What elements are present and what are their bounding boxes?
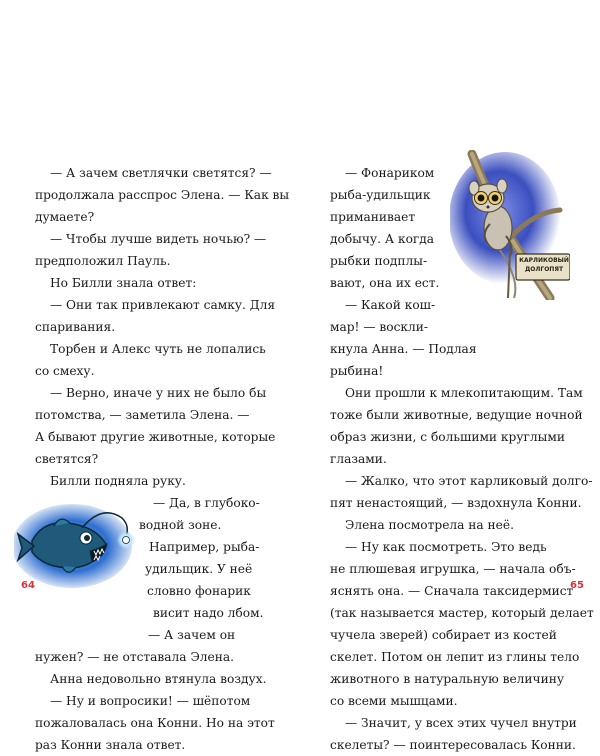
text-line: Например, рыба- xyxy=(149,540,260,554)
text-line: светятся? xyxy=(35,452,99,466)
text-line: — Жалко, что этот карликовый долго- xyxy=(345,474,593,488)
text-line: скелеты? — поинтересовалась Конни. xyxy=(330,738,576,752)
text-line: вают, она их ест. xyxy=(330,276,440,290)
text-line: чучела зверей) собирает из костей xyxy=(330,628,557,642)
text-line: — Они так привлекают самку. Для xyxy=(50,298,276,312)
text-line: спаривания. xyxy=(35,320,116,334)
text-line: тоже были животные, ведущие ночной xyxy=(330,408,583,422)
text-line: — Фонариком xyxy=(345,166,435,180)
text-line: думаете? xyxy=(35,210,95,224)
text-line: образ жизни, с большими круглыми xyxy=(330,430,565,444)
text-line: — Верно, иначе у них не было бы xyxy=(50,386,267,400)
text-line: продолжала расспрос Элена. — Как вы xyxy=(35,188,290,202)
text-line: Они прошли к млекопитающим. Там xyxy=(345,386,583,400)
page-number: 65 xyxy=(570,580,584,591)
text-line: рыба-удильщик xyxy=(330,188,431,202)
text-line: висит надо лбом. xyxy=(153,606,264,620)
text-line: удильщик. У неё xyxy=(145,562,253,576)
text-line: рыбина! xyxy=(330,364,384,378)
text-line: яснять она. — Сначала таксидермист xyxy=(330,584,574,598)
text-line: Элена посмотрела на неё. xyxy=(345,518,514,532)
text-line: приманивает xyxy=(330,210,416,224)
text-line: скелет. Потом он лепит из глины тело xyxy=(330,650,580,664)
text-line: рыбки подплы- xyxy=(330,254,428,268)
text-line: — Ну и вопросики! — шёпотом xyxy=(50,694,251,708)
tarsier-illustration xyxy=(450,150,570,300)
text-line: пожаловалась она Конни. Но на этот xyxy=(35,716,275,730)
text-line: животного в натуральную величину xyxy=(330,672,565,686)
text-line: кнула Анна. — Подлая xyxy=(330,342,477,356)
text-line: со всеми мышцами. xyxy=(330,694,458,708)
text-line: А бывают другие животные, которые xyxy=(35,430,276,444)
text-line: — Чтобы лучше видеть ночью? — xyxy=(50,232,267,246)
text-line: — А зачем светлячки светятся? — xyxy=(50,166,272,180)
text-line: — Какой кош- xyxy=(345,298,436,312)
text-line: — Значит, у всех этих чучел внутри xyxy=(345,716,577,730)
left-page xyxy=(0,0,300,750)
text-line: Но Билли знала ответ: xyxy=(50,276,197,290)
page-number: 64 xyxy=(21,580,35,591)
text-line: предположил Пауль. xyxy=(35,254,171,268)
text-line: водной зоне. xyxy=(139,518,222,532)
text-line: словно фонарик xyxy=(147,584,251,598)
text-line: мар! — воскли- xyxy=(330,320,429,334)
text-line: добычу. А когда xyxy=(330,232,435,246)
text-line: пят ненастоящий, — вздохнула Конни. xyxy=(330,496,582,510)
text-line: не плюшевая игрушка, — начала объ- xyxy=(330,562,576,576)
text-line: — Да, в глубоко- xyxy=(153,496,260,510)
text-line: Торбен и Алекс чуть не лопались xyxy=(50,342,266,356)
text-line: (так называется мастер, который делает xyxy=(330,606,594,620)
text-line: Билли подняла руку. xyxy=(50,474,186,488)
text-line: — Ну как посмотреть. Это ведь xyxy=(345,540,547,554)
sign-line-1: КАРЛИКОВЫЙ xyxy=(519,257,569,264)
text-line: — А зачем он xyxy=(148,628,236,642)
text-line: Анна недовольно втянула воздух. xyxy=(50,672,267,686)
text-line: нужен? — не отставала Элена. xyxy=(35,650,234,664)
text-line: потомства, — заметила Элена. — xyxy=(35,408,250,422)
sign-line-2: ДОЛГОПЯТ xyxy=(524,266,564,273)
right-page xyxy=(300,0,600,750)
text-line: со смеху. xyxy=(35,364,95,378)
text-line: раз Конни знала ответ. xyxy=(35,738,186,752)
text-line: глазами. xyxy=(330,452,387,466)
